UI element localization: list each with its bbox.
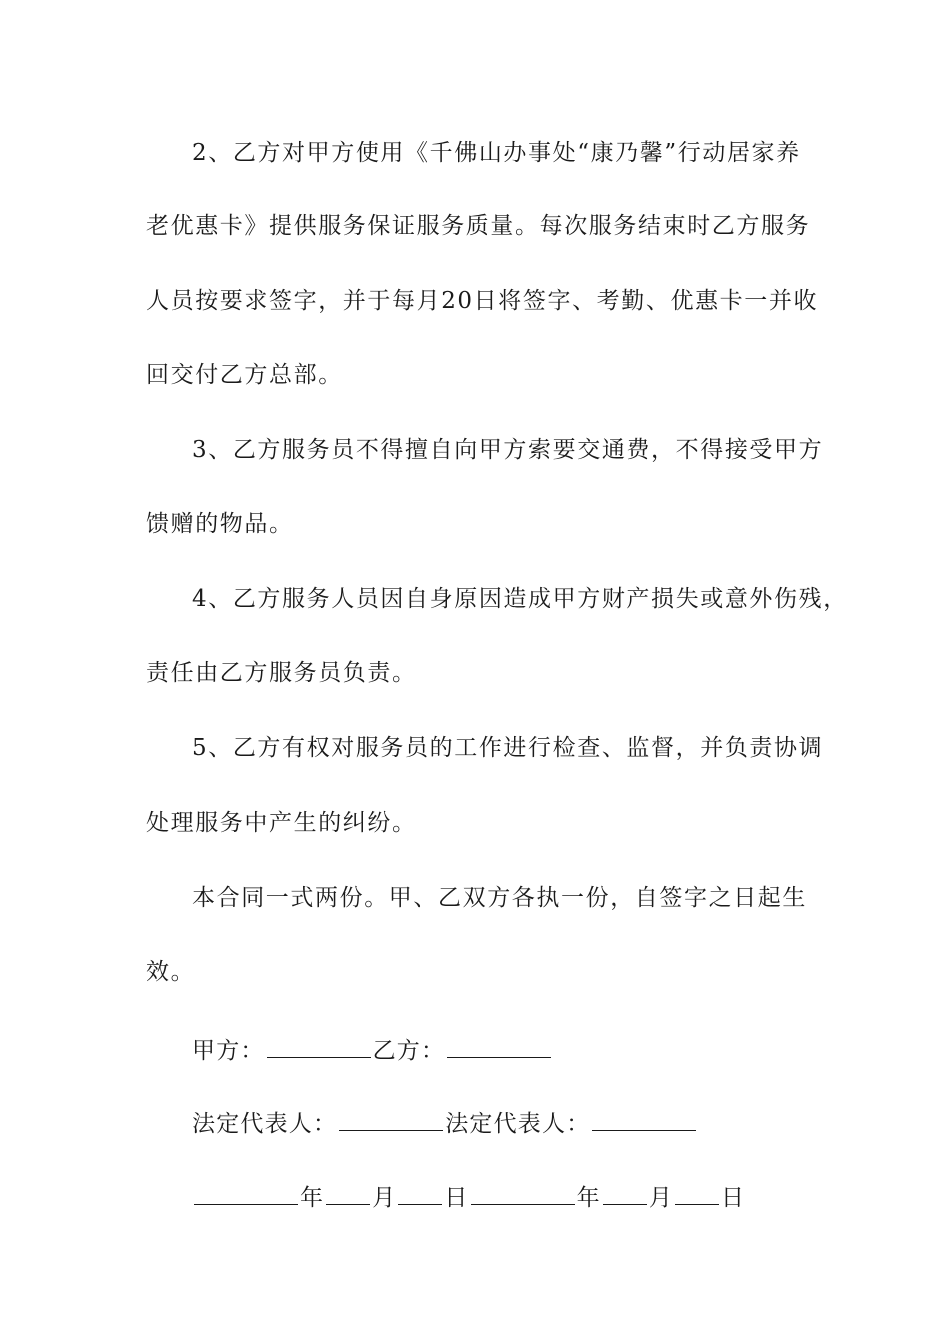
party-a-blank[interactable] xyxy=(267,1035,371,1058)
closing-text-1: 本合同一式两份。甲、乙双方各执一份，自签字之日起生 xyxy=(192,885,807,911)
party-b-blank[interactable] xyxy=(447,1035,551,1058)
clause-2-line-2: 老优惠卡》提供服务保证服务质量。每次服务结束时乙方服务 xyxy=(146,213,811,239)
representative-signature-line xyxy=(192,1108,698,1138)
date-a-day-blank[interactable] xyxy=(398,1182,442,1205)
clause-5-line-2: 处理服务中产生的纠纷。 xyxy=(146,810,417,836)
clause-3-line-1: 3、乙方服务员不得擅自向甲方索要交通费，不得接受甲方 xyxy=(192,437,824,463)
date-a-month-blank[interactable] xyxy=(326,1182,370,1205)
date-b-day-blank[interactable] xyxy=(675,1182,719,1205)
clause-5-line-1: 5、乙方有权对服务员的工作进行检查、监督，并负责协调 xyxy=(192,735,824,761)
party-a-label: 甲方： xyxy=(192,1038,265,1064)
clause-4-line-1: 4、乙方服务人员因自身原因造成甲方财产损失或意外伤残， xyxy=(192,586,848,612)
date-a-day-label: 日 xyxy=(444,1185,469,1211)
rep-b-blank[interactable] xyxy=(592,1108,696,1131)
closing-line-1 xyxy=(192,883,862,913)
date-b-month-label: 月 xyxy=(648,1185,674,1211)
date-b-year-label: 年 xyxy=(576,1185,601,1211)
date-a-year-label: 年 xyxy=(300,1185,325,1211)
rep-a-blank[interactable] xyxy=(339,1108,443,1131)
rep-a-label: 法定代表人： xyxy=(192,1111,338,1137)
date-a-year-blank[interactable] xyxy=(194,1182,298,1205)
clause-4-line-2: 责任由乙方服务员负责。 xyxy=(146,660,417,686)
clause-3-line-2: 馈赠的物品。 xyxy=(146,511,294,537)
date-signature-line xyxy=(192,1182,745,1212)
date-b-year-blank[interactable] xyxy=(471,1182,575,1205)
closing-line-2: 效。 xyxy=(146,959,196,985)
clause-2-line-4: 回交付乙方总部。 xyxy=(146,362,343,388)
party-b-label: 乙方： xyxy=(372,1038,446,1064)
date-a-month-label: 月 xyxy=(372,1185,397,1211)
date-b-day-label: 日 xyxy=(721,1185,746,1211)
party-signature-line xyxy=(192,1035,553,1065)
date-b-month-blank[interactable] xyxy=(603,1182,647,1205)
rep-b-label: 法定代表人： xyxy=(445,1111,591,1137)
clause-2-line-3: 人员按要求签字，并于每月20日将签字、考勤、优惠卡一并收 xyxy=(146,288,819,314)
clause-2-line-1: 2、乙方对甲方使用《千佛山办事处“康乃馨”行动居家养 xyxy=(192,140,801,166)
